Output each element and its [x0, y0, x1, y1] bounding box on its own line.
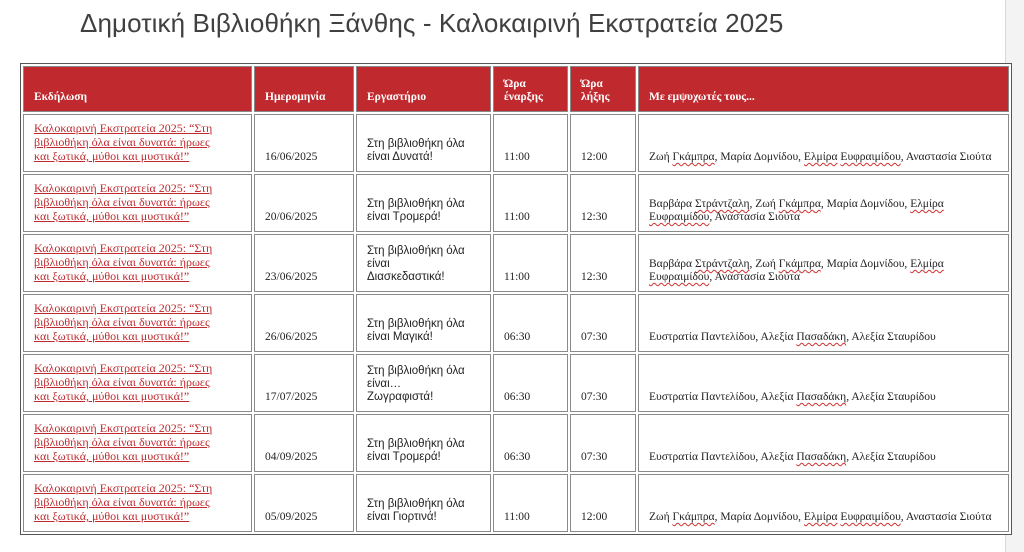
date-cell: 05/09/2025	[254, 474, 354, 532]
end-time-cell: 12:30	[570, 234, 636, 292]
workshop-line3: Διασκεδαστικά!	[367, 271, 445, 283]
end-time-cell: 07:30	[570, 354, 636, 412]
workshop-cell	[356, 234, 491, 292]
people-text: Ευστρατία Παντελίδου, Αλεξία	[649, 331, 797, 343]
workshop-line1: Στη βιβλιοθήκη όλα	[367, 498, 465, 510]
workshop-line1: Στη βιβλιοθήκη όλα	[367, 138, 465, 150]
person-name-underlined: Ευφραιμίδου	[649, 271, 710, 283]
people-text: Ευστρατία Παντελίδου, Αλεξία	[649, 451, 797, 463]
end-time-cell: 07:30	[570, 294, 636, 352]
people-text: , Ζωή	[749, 198, 779, 210]
start-header-line1: Ώρα	[504, 78, 526, 90]
people-cell	[638, 474, 1009, 532]
workshop-line2: είναι Γιορτινά!	[367, 511, 437, 523]
table-body	[23, 114, 1009, 532]
column-header-start-time	[493, 66, 568, 112]
table-row	[23, 474, 1009, 532]
date-cell: 23/06/2025	[254, 234, 354, 292]
event-link-line2: βιβλιοθήκη όλα είναι δυνατά: ήρωες	[34, 375, 210, 389]
event-link-line2: βιβλιοθήκη όλα είναι δυνατά: ήρωες	[34, 495, 210, 509]
person-name-underlined: Ευφραιμίδου	[649, 211, 710, 223]
start-time-cell: 11:00	[493, 114, 568, 172]
person-name-underlined: Ευφραιμίδου	[840, 511, 901, 523]
column-header-workshop: Εργαστήριο	[356, 66, 491, 112]
page-title: Δημοτική Βιβλιοθήκη Ξάνθης - Καλοκαιρινή Εκστρατεία 2025	[80, 8, 784, 38]
start-time-cell: 11:00	[493, 234, 568, 292]
event-link[interactable]	[34, 421, 212, 463]
person-name-underlined: Ελμίρα	[803, 151, 838, 163]
date-cell: 16/06/2025	[254, 114, 354, 172]
start-time-cell: 06:30	[493, 414, 568, 472]
date-cell: 04/09/2025	[254, 414, 354, 472]
event-link-line1: Καλοκαιρινή Εκστρατεία 2025: “Στη	[34, 421, 213, 435]
event-link[interactable]	[34, 181, 212, 223]
event-link-line3: και ξωτικά, μύθοι και μυστικά!”	[34, 209, 190, 223]
people-text: , Μαρία Δομνίδου,	[714, 151, 804, 163]
people-text: , Αναστασία Σιούτα	[709, 271, 801, 283]
event-cell	[23, 114, 252, 172]
end-header-line2: λήξης	[581, 91, 610, 103]
date-cell: 26/06/2025	[254, 294, 354, 352]
workshop-line2: είναι Μαγικά!	[367, 331, 433, 343]
people-text: , Αναστασία Σιούτα	[900, 151, 992, 163]
workshop-cell	[356, 294, 491, 352]
end-time-cell: 12:30	[570, 174, 636, 232]
column-header-people: Με εμψυχωτές τους...	[638, 66, 1009, 112]
workshop-cell	[356, 114, 491, 172]
event-cell	[23, 294, 252, 352]
event-cell	[23, 414, 252, 472]
column-header-event: Εκδήλωση	[23, 66, 252, 112]
workshop-line1: Στη βιβλιοθήκη όλα	[367, 318, 465, 330]
event-link[interactable]	[34, 241, 212, 283]
person-name-underlined: Γκάμπρα	[672, 151, 715, 163]
people-text: , Αναστασία Σιούτα	[709, 211, 801, 223]
person-name-underlined: Ελμίρα	[910, 258, 944, 270]
workshop-line2: είναι Τρομερά!	[367, 451, 441, 463]
event-link-line3: και ξωτικά, μύθοι και μυστικά!”	[34, 329, 190, 343]
events-table	[20, 63, 1012, 535]
people-text: , Αναστασία Σιούτα	[900, 511, 992, 523]
event-link-line2: βιβλιοθήκη όλα είναι δυνατά: ήρωες	[34, 135, 210, 149]
event-cell	[23, 174, 252, 232]
workshop-line3: Ζωγραφιστά!	[367, 391, 434, 403]
start-time-cell: 06:30	[493, 294, 568, 352]
people-text: Ζωή	[649, 151, 673, 163]
date-cell: 17/07/2025	[254, 354, 354, 412]
workshop-line2: είναι Δυνατά!	[367, 151, 433, 163]
table-row	[23, 114, 1009, 172]
start-time-cell: 11:00	[493, 174, 568, 232]
people-text: , Αλεξία Σταυρίδου	[846, 451, 936, 463]
workshop-cell	[356, 474, 491, 532]
workshop-cell	[356, 354, 491, 412]
event-link-line2: βιβλιοθήκη όλα είναι δυνατά: ήρωες	[34, 315, 210, 329]
event-link-line1: Καλοκαιρινή Εκστρατεία 2025: “Στη	[34, 181, 213, 195]
people-cell	[638, 294, 1009, 352]
workshop-line2: είναι	[367, 258, 390, 270]
people-cell	[638, 114, 1009, 172]
person-name-underlined: Στράντζαλη	[694, 258, 750, 270]
column-header-end-time	[570, 66, 636, 112]
end-time-cell: 07:30	[570, 414, 636, 472]
people-text: , Μαρία Δομνίδου,	[714, 511, 804, 523]
people-text: , Αλεξία Σταυρίδου	[846, 331, 936, 343]
event-link-line1: Καλοκαιρινή Εκστρατεία 2025: “Στη	[34, 361, 213, 375]
events-table-container	[20, 63, 1006, 535]
end-time-cell: 12:00	[570, 114, 636, 172]
event-link-line1: Καλοκαιρινή Εκστρατεία 2025: “Στη	[34, 301, 213, 315]
workshop-cell	[356, 414, 491, 472]
workshop-line1: Στη βιβλιοθήκη όλα	[367, 438, 465, 450]
workshop-cell	[356, 174, 491, 232]
people-cell	[638, 234, 1009, 292]
workshop-line2: είναι…	[367, 378, 402, 390]
event-link-line3: και ξωτικά, μύθοι και μυστικά!”	[34, 149, 190, 163]
end-header-line1: Ώρα	[581, 78, 603, 90]
people-cell	[638, 354, 1009, 412]
person-name-underlined: Στράντζαλη	[694, 198, 750, 210]
table-row	[23, 354, 1009, 412]
person-name-underlined: Πασαδάκη	[796, 391, 847, 403]
date-cell: 20/06/2025	[254, 174, 354, 232]
person-name-underlined: Γκάμπρα	[778, 198, 821, 210]
people-text: , Μαρία Δομνίδου,	[820, 198, 911, 210]
event-link-line2: βιβλιοθήκη όλα είναι δυνατά: ήρωες	[34, 255, 210, 269]
people-text: Ευστρατία Παντελίδου, Αλεξία	[649, 391, 797, 403]
event-link-line2: βιβλιοθήκη όλα είναι δυνατά: ήρωες	[34, 435, 210, 449]
event-cell	[23, 354, 252, 412]
event-link[interactable]	[34, 301, 212, 343]
people-text: , Μαρία Δομνίδου,	[820, 258, 911, 270]
person-name-underlined: Ευφραιμίδου	[840, 151, 901, 163]
table-row	[23, 414, 1009, 472]
event-cell	[23, 234, 252, 292]
people-text: Ζωή	[649, 511, 673, 523]
people-text: Βαρβάρα	[649, 198, 695, 210]
person-name-underlined: Ελμίρα	[910, 198, 944, 210]
workshop-line1: Στη βιβλιοθήκη όλα	[367, 365, 465, 377]
event-link-line1: Καλοκαιρινή Εκστρατεία 2025: “Στη	[34, 121, 213, 135]
event-link-line3: και ξωτικά, μύθοι και μυστικά!”	[34, 509, 190, 523]
start-header-line2: έναρξης	[504, 91, 543, 103]
person-name-underlined: Ελμίρα	[803, 511, 838, 523]
start-time-cell: 11:00	[493, 474, 568, 532]
event-link[interactable]	[34, 361, 212, 403]
people-cell	[638, 414, 1009, 472]
event-cell	[23, 474, 252, 532]
workshop-line1: Στη βιβλιοθήκη όλα	[367, 198, 465, 210]
people-cell	[638, 174, 1009, 232]
workshop-line1: Στη βιβλιοθήκη όλα	[367, 245, 465, 257]
person-name-underlined: Πασαδάκη	[796, 451, 847, 463]
event-link-line2: βιβλιοθήκη όλα είναι δυνατά: ήρωες	[34, 195, 210, 209]
event-link-line1: Καλοκαιρινή Εκστρατεία 2025: “Στη	[34, 241, 213, 255]
end-time-cell: 12:00	[570, 474, 636, 532]
people-text: , Αλεξία Σταυρίδου	[846, 391, 936, 403]
table-header-row	[23, 66, 1009, 112]
workshop-line2: είναι Τρομερά!	[367, 211, 441, 223]
table-row	[23, 294, 1009, 352]
column-header-date: Ημερομηνία	[254, 66, 354, 112]
event-link-line3: και ξωτικά, μύθοι και μυστικά!”	[34, 449, 190, 463]
event-link[interactable]	[34, 481, 212, 523]
person-name-underlined: Γκάμπρα	[778, 258, 821, 270]
start-time-cell: 06:30	[493, 354, 568, 412]
event-link-line3: και ξωτικά, μύθοι και μυστικά!”	[34, 389, 190, 403]
person-name-underlined: Πασαδάκη	[796, 331, 847, 343]
person-name-underlined: Γκάμπρα	[672, 511, 715, 523]
table-row	[23, 234, 1009, 292]
event-link-line3: και ξωτικά, μύθοι και μυστικά!”	[34, 269, 190, 283]
event-link[interactable]	[34, 121, 212, 163]
people-text: , Ζωή	[749, 258, 779, 270]
table-row	[23, 174, 1009, 232]
event-link-line1: Καλοκαιρινή Εκστρατεία 2025: “Στη	[34, 481, 213, 495]
people-text: Βαρβάρα	[649, 258, 695, 270]
